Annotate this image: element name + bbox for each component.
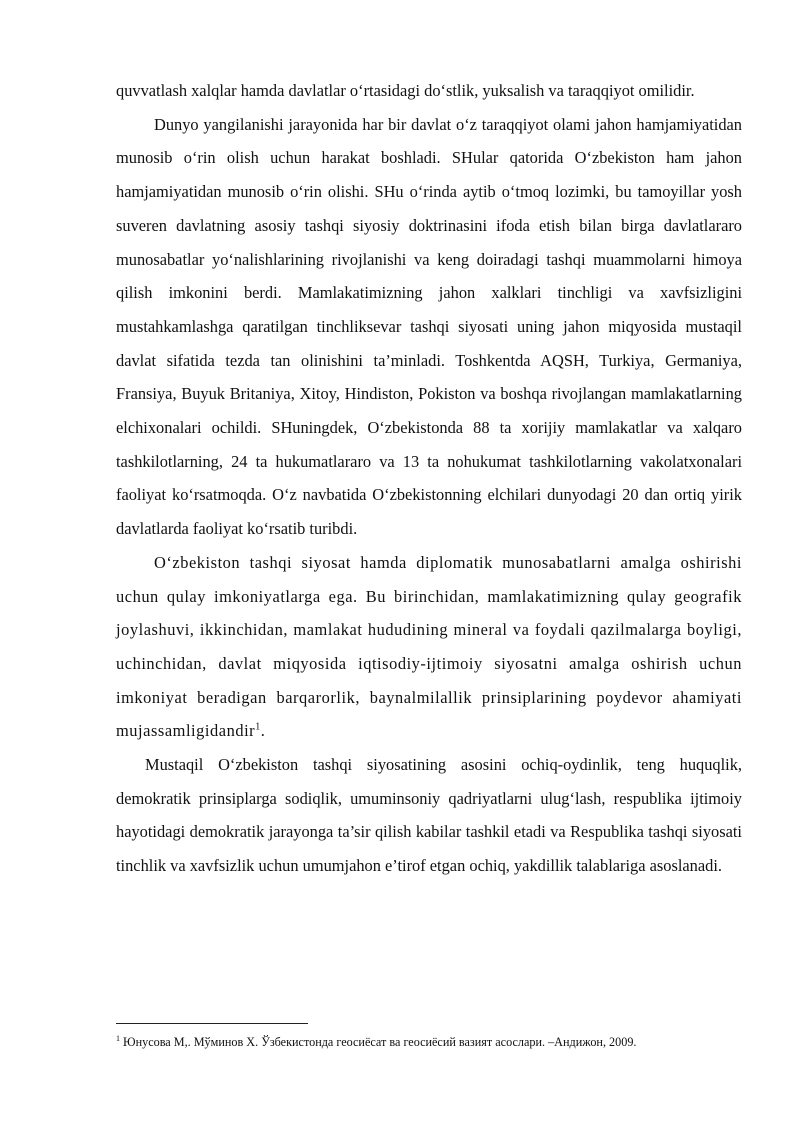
footnote-reference[interactable]: 1 xyxy=(255,721,261,733)
paragraph-2: Dunyo yangilanishi jarayonida har bir davlat o‘z taraqqiyot olami jahon hamjamiyatidan munosib o‘rin olish uchun harakat boshladi. SHular qatorida O‘zbekiston ham jahon hamjamiyatidan munosib o‘rin olishi. SHu o‘rinda aytib o‘tmoq lozimki, bu tamoyillar yosh suveren davlatning asosiy tashqi siyosiy doktrinasini ifoda etish bilan birga davlatlararo munosabatlar yo‘nalishlarining rivojlanishi va keng doiradagi tashqi muammolarni himoya qilish imkonini berdi. Mamlakatimizning jahon xalklari tinchligi va xavfsizligini mustahkamlashga qaratilgan tinchliksevar tashqi siyosati uning jahon miqyosida mustaqil davlat sifatida tezda tan olinishini ta’minladi. Toshkentda AQSH, Turkiya, Germaniya, Fransiya, Buyuk Britaniya, Xitoy, Hindiston, Pokiston va boshqa rivojlangan mamlakatlarning elchixonalari ochildi. SHuningdek, O‘zbekistonda 88 ta xorijiy mamlakatlar va xalqaro tashkilotlarning, 24 ta hukumatlararo va 13 ta nohukumat tashkilotlarning vakolatxonalari faoliyat ko‘rsatmoqda. O‘z navbatida O‘zbekistonning elchilari dunyodagi 20 dan ortiq yirik davlatlarda faoliyat ko‘rsatib turibdi. xyxy=(116,114,742,539)
footnote-marker: 1 xyxy=(116,1033,120,1043)
paragraph-4: Mustaqil O‘zbekiston tashqi siyosatining asosini ochiq-oydinlik, teng huquqlik, demokratik prinsiplarga sodiqlik, umuminsoniy qadriyatlarni ulug‘lash, respublika ijtimoiy hayotidagi demokratik jarayonga ta’sir qilish kabilar tashkil etadi va Respublika tashqi siyosati tinchlik va xavfsizlik uchun umumjahon e’tirof etgan ochiq, yakdillik talablariga asoslanadi. xyxy=(116,755,742,876)
footnote xyxy=(116,1034,756,1050)
paragraph-3 xyxy=(116,546,742,748)
document-body xyxy=(116,74,742,883)
footnote-text: Юнусова М,. Мўминов Х. Ўзбекистонда геосиёсат ва геосиёсий вазият асослари. –Андижон, 2009. xyxy=(120,1035,637,1049)
paragraph-1: quvvatlash xalqlar hamda davlatlar o‘rtasidagi do‘stlik, yuksalish va taraqqiyot omilidir. xyxy=(116,81,695,100)
paragraph-3-end: . xyxy=(260,721,266,741)
footnote-divider xyxy=(116,1023,308,1024)
paragraph-3-text: O‘zbekiston tashqi siyosat hamda diplomatik munosabatlarni amalga oshirishi uchun qulay imkoniyatlarga ega. Bu birinchidan, mamlakatimizning qulay geografik joylashuvi, ikkinchidan, mamlakat hududining mineral va foydali qazilmalarga boyligi, uchinchidan, davlat miqyosida iqtisodiy-ijtimoiy siyosatni amalga oshirish uchun imkoniyat beradigan barqarorlik, baynalmilallik prinsiplarining poydevor ahamiyati mujassamligidandir xyxy=(116,552,742,741)
